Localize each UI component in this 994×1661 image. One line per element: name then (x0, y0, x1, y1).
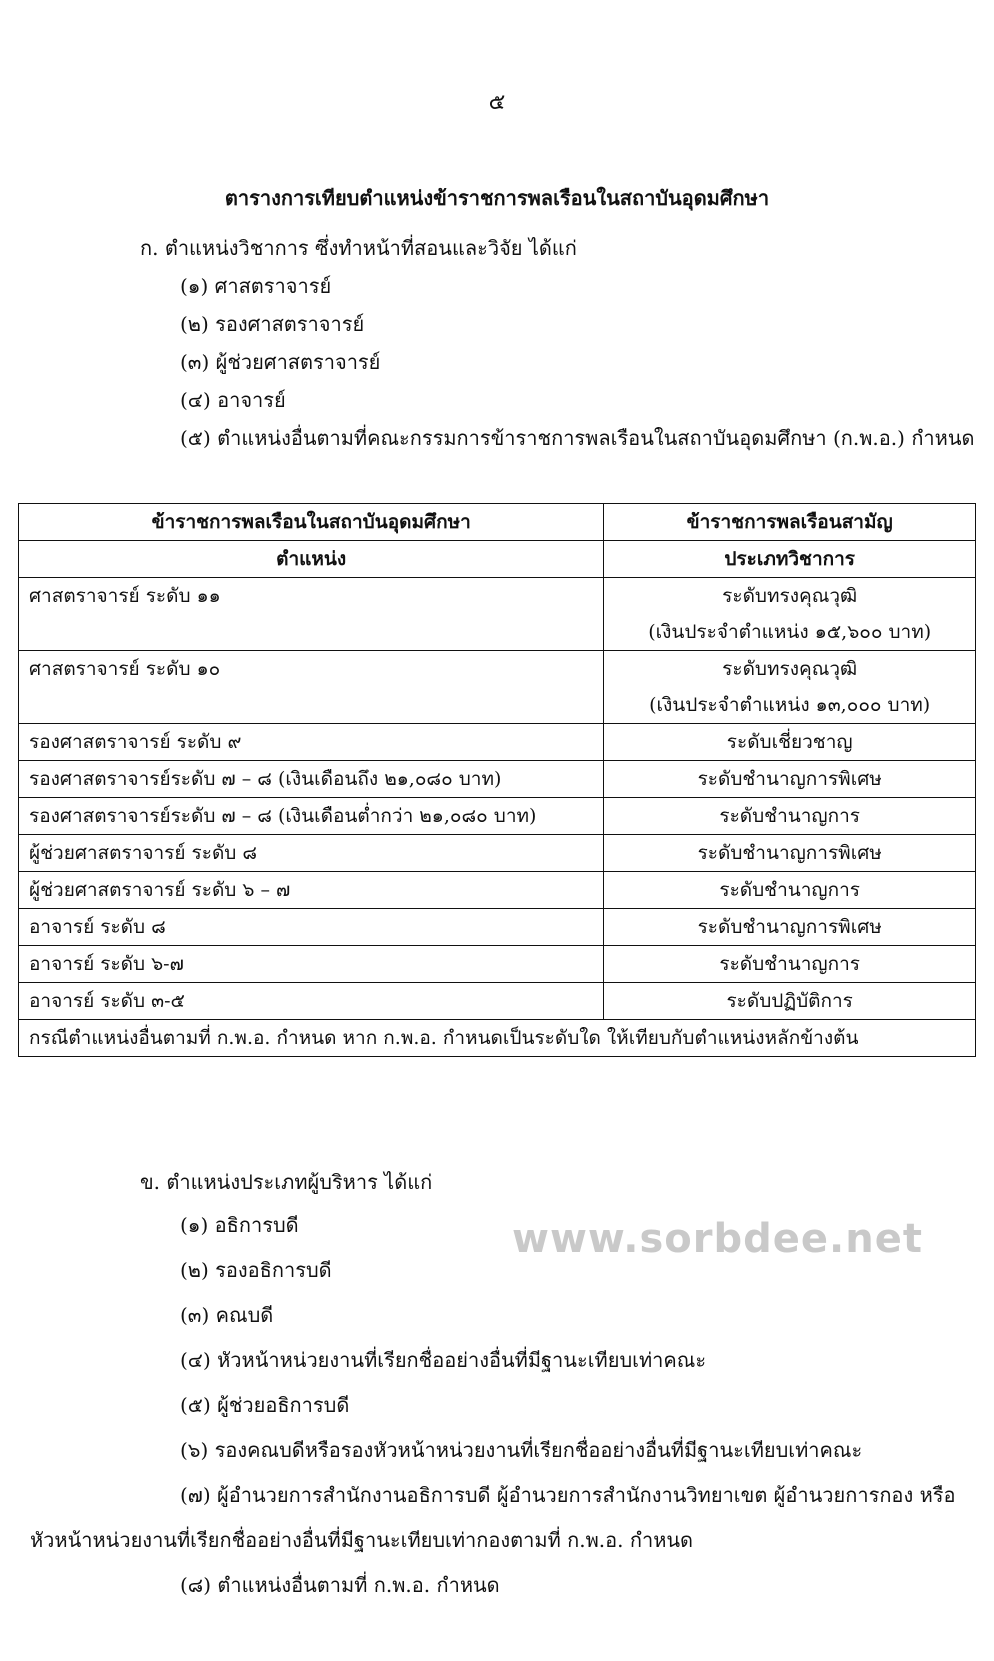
position-comparison-table (18, 503, 976, 1057)
section-a-list (180, 272, 975, 462)
list-item: (๕) ผู้ช่วยอธิการบดี (180, 1393, 350, 1417)
row-level: ระดับชำนาญการ (604, 946, 976, 983)
row-position: ผู้ช่วยศาสตราจารย์ ระดับ ๖ – ๗ (19, 872, 604, 909)
list-item: (๒) รองอธิการบดี (180, 1258, 332, 1282)
row-level-main: ระดับทรงคุณวุฒิ (722, 658, 858, 680)
table-row (19, 761, 976, 798)
table-row (19, 872, 976, 909)
section-b-heading: ข. ตำแหน่งประเภทผู้บริหาร ได้แก่ (140, 1170, 433, 1194)
row-position: ศาสตราจารย์ ระดับ ๑๐ (19, 651, 604, 724)
row-level (604, 578, 976, 651)
list-item: (๔) หัวหน้าหน่วยงานที่เรียกชื่ออย่างอื่นที่มีฐานะเทียบเท่าคณะ (180, 1348, 707, 1372)
table-row (19, 578, 976, 651)
list-item: (๘) ตำแหน่งอื่นตามที่ ก.พ.อ. กำหนด (180, 1573, 500, 1597)
list-item: (๖) รองคณบดีหรือรองหัวหน้าหน่วยงานที่เรียกชื่ออย่างอื่นที่มีฐานะเทียบเท่าคณะ (180, 1438, 863, 1462)
table-row (19, 946, 976, 983)
table-row (19, 651, 976, 724)
table-header-row (19, 504, 976, 541)
row-position: รองศาสตราจารย์ ระดับ ๙ (19, 724, 604, 761)
list-item: (๔) อาจารย์ (180, 388, 286, 412)
row-level: ระดับชำนาญการ (604, 798, 976, 835)
table-note: กรณีตำแหน่งอื่นตามที่ ก.พ.อ. กำหนด หาก ก.พ.อ. กำหนดเป็นระดับใด ให้เทียบกับตำแหน่งหลักข้างต้น (19, 1020, 976, 1057)
row-level: ระดับชำนาญการพิเศษ (604, 761, 976, 798)
row-level-allowance: (เงินประจำตำแหน่ง ๑๕,๖๐๐ บาท) (648, 621, 932, 643)
row-position: ผู้ช่วยศาสตราจารย์ ระดับ ๘ (19, 835, 604, 872)
table-note-row (19, 1020, 976, 1057)
row-level: ระดับปฏิบัติการ (604, 983, 976, 1020)
header-left: ข้าราชการพลเรือนในสถาบันอุดมศึกษา (19, 504, 604, 541)
row-position: อาจารย์ ระดับ ๘ (19, 909, 604, 946)
table-subheader-row (19, 541, 976, 578)
table-row (19, 724, 976, 761)
table-row (19, 798, 976, 835)
row-level (604, 651, 976, 724)
section-a-heading: ก. ตำแหน่งวิชาการ ซึ่งทำหน้าที่สอนและวิจัย ได้แก่ (140, 236, 577, 260)
row-position: อาจารย์ ระดับ ๓-๕ (19, 983, 604, 1020)
watermark: www.sorbdee.net (512, 1216, 923, 1262)
list-item: (๑) อธิการบดี (180, 1213, 299, 1237)
table-row (19, 983, 976, 1020)
row-position: รองศาสตราจารย์ระดับ ๗ – ๘ (เงินเดือนถึง ๒๑,๐๘๐ บาท) (19, 761, 604, 798)
row-level-allowance: (เงินประจำตำแหน่ง ๑๓,๐๐๐ บาท) (649, 694, 931, 716)
page-number: ๕ (488, 90, 506, 115)
list-item-continuation: หัวหน้าหน่วยงานที่เรียกชื่ออย่างอื่นที่มีฐานะเทียบเท่ากองตามที่ ก.พ.อ. กำหนด (30, 1528, 694, 1552)
row-level: ระดับชำนาญการพิเศษ (604, 909, 976, 946)
list-item: (๓) ผู้ช่วยศาสตราจารย์ (180, 350, 381, 374)
header-right: ข้าราชการพลเรือนสามัญ (604, 504, 976, 541)
list-item: (๗) ผู้อำนวยการสำนักงานอธิการบดี ผู้อำนวยการสำนักงานวิทยาเขต ผู้อำนวยการกอง หรือ (180, 1483, 956, 1507)
row-position: รองศาสตราจารย์ระดับ ๗ – ๘ (เงินเดือนต่ำกว่า ๒๑,๐๘๐ บาท) (19, 798, 604, 835)
row-position: ศาสตราจารย์ ระดับ ๑๑ (19, 578, 604, 651)
row-position: อาจารย์ ระดับ ๖-๗ (19, 946, 604, 983)
table-row (19, 909, 976, 946)
subheader-right: ประเภทวิชาการ (604, 541, 976, 578)
row-level: ระดับชำนาญการพิเศษ (604, 835, 976, 872)
table-row (19, 835, 976, 872)
row-level-main: ระดับทรงคุณวุฒิ (722, 585, 858, 607)
row-level: ระดับเชี่ยวชาญ (604, 724, 976, 761)
row-level: ระดับชำนาญการ (604, 872, 976, 909)
list-item: (๒) รองศาสตราจารย์ (180, 312, 365, 336)
list-item: (๓) คณบดี (180, 1303, 274, 1327)
subheader-left: ตำแหน่ง (19, 541, 604, 578)
list-item: (๕) ตำแหน่งอื่นตามที่คณะกรรมการข้าราชการพลเรือนในสถาบันอุดมศึกษา (ก.พ.อ.) กำหนด (180, 426, 975, 450)
list-item: (๑) ศาสตราจารย์ (180, 274, 332, 298)
document-title: ตารางการเทียบตำแหน่งข้าราชการพลเรือนในสถาบันอุดมศึกษา (224, 186, 770, 210)
